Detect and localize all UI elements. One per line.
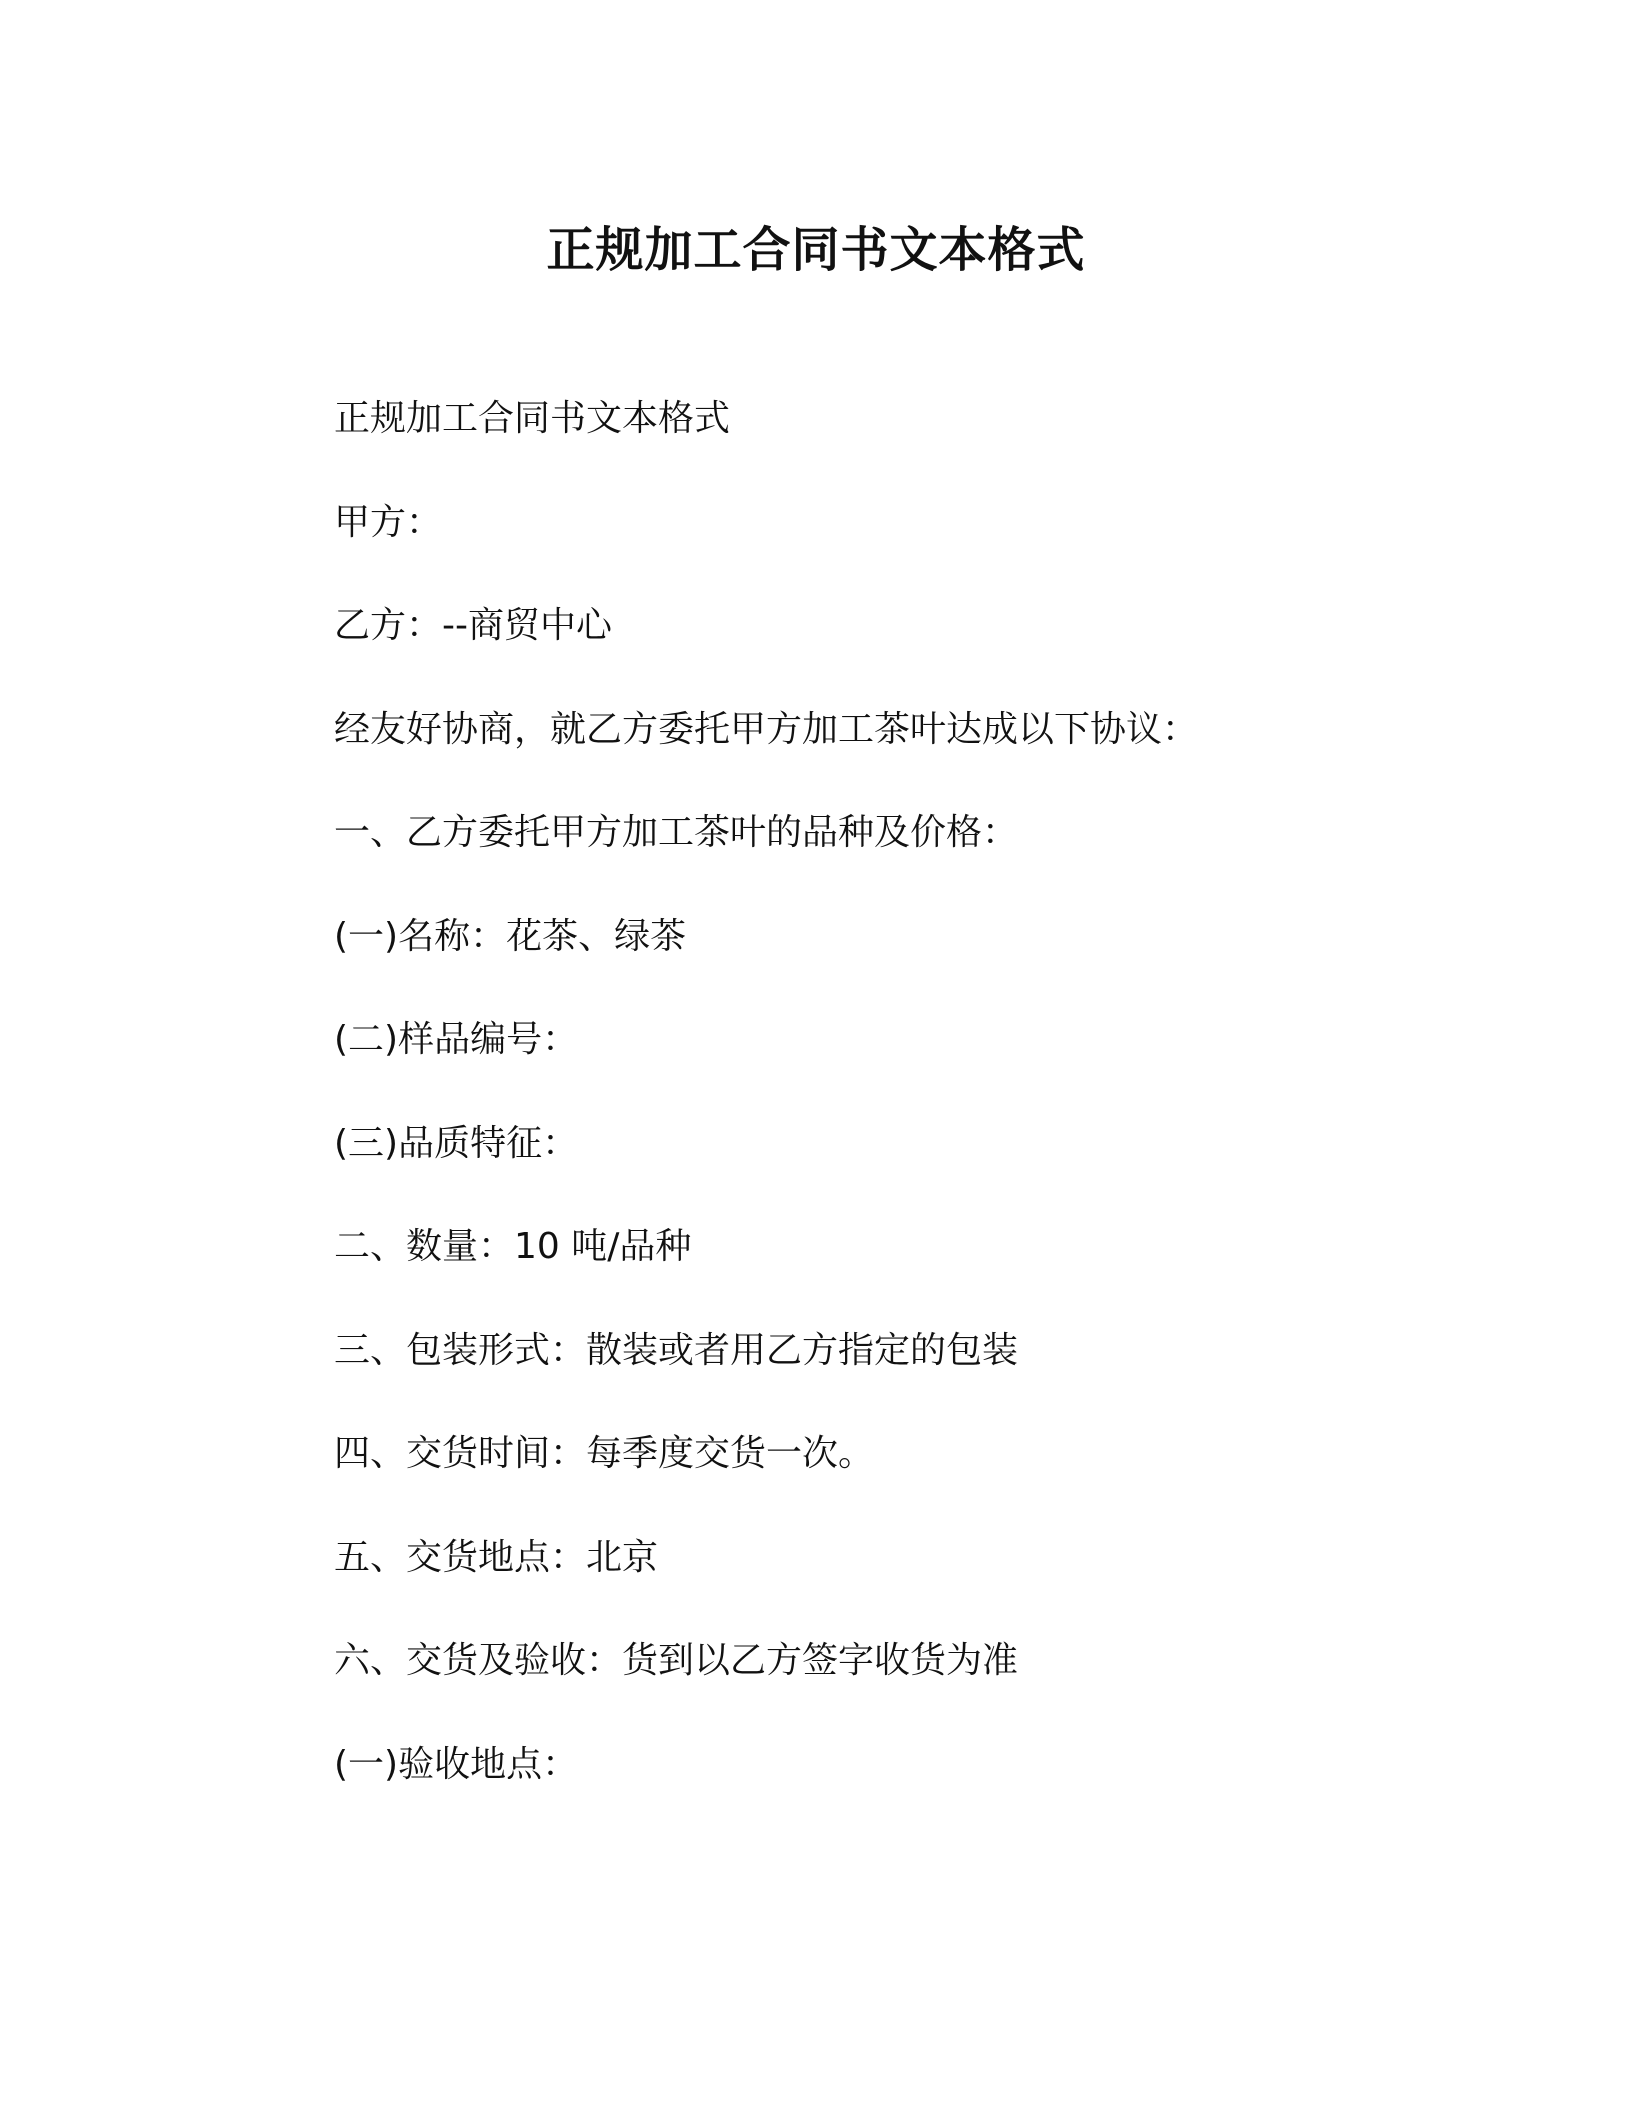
clause-2-quantity: 二、数量：10 吨/品种 (334, 1226, 692, 1267)
clause-1-item-name: (一)名称：花茶、绿茶 (334, 915, 687, 957)
clause-3-packaging: 三、包装形式：散装或者用乙方指定的包装 (334, 1329, 1019, 1371)
clause-6-delivery-acceptance: 六、交货及验收：货到以乙方签字收货为准 (334, 1640, 1019, 1681)
clause-1-heading: 一、乙方委托甲方加工茶叶的品种及价格： (334, 812, 1019, 853)
clause-1-item-sample-number: (二)样品编号： (334, 1019, 579, 1060)
preamble-line: 经友好协商，就乙方委托甲方加工茶叶达成以下协议： (334, 708, 1199, 750)
clause-1-item-quality: (三)品质特征： (334, 1122, 579, 1164)
clause-4-delivery-time: 四、交货时间：每季度交货一次。 (334, 1433, 875, 1474)
party-a-line: 甲方： (334, 501, 443, 543)
body-heading: 正规加工合同书文本格式 (334, 398, 731, 439)
clause-5-delivery-place: 五、交货地点：北京 (334, 1536, 659, 1578)
party-b-line: 乙方：--商贸中心 (334, 605, 612, 646)
clause-6-item-inspection-place: (一)验收地点： (334, 1743, 579, 1785)
document-body (334, 393, 1434, 1842)
document-title: 正规加工合同书文本格式 (546, 222, 1086, 278)
